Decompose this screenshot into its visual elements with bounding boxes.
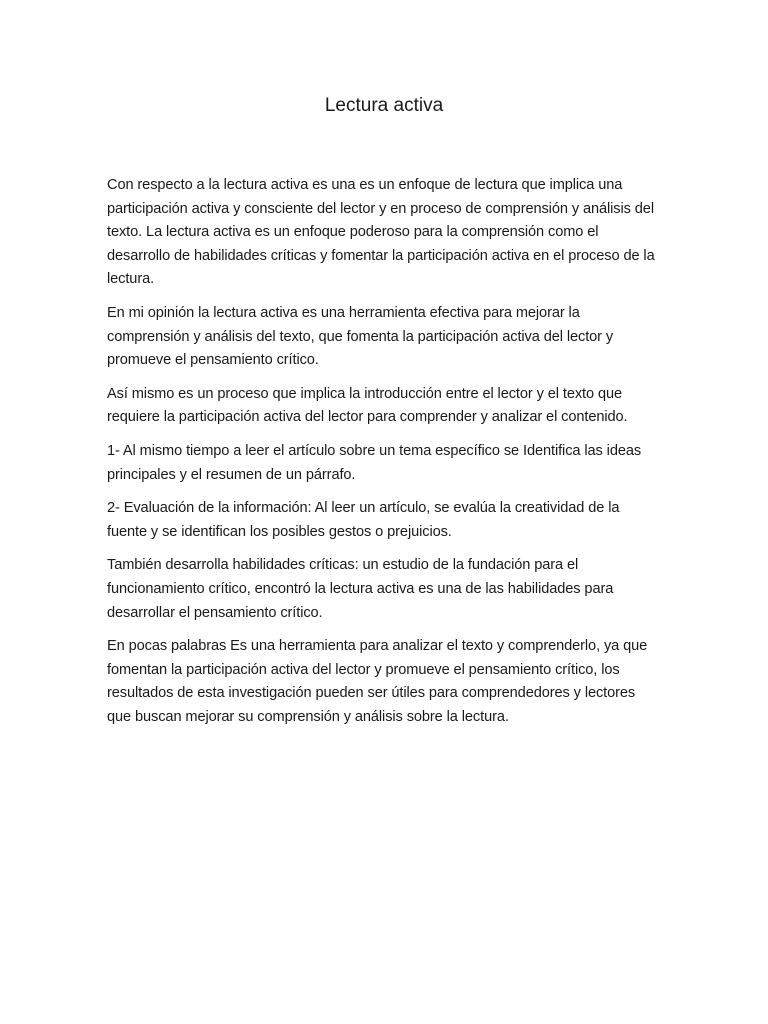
paragraph-1: Con respecto a la lectura activa es una es un enfoque de lectura que implica una participación activa y consciente del lector y en proceso de comprensión y análisis del texto. La lectura activa es un enfoque poderoso para la comprensión como el desarrollo de habilidades críticas y fomentar la participación activa en el proceso de la lectura. [107,177,655,288]
document-body [107,174,659,739]
paragraph-5: 2- Evaluación de la información: Al leer un artículo, se evalúa la creatividad de la fuente y se identifican los posibles gestos o prejuicios. [107,500,620,540]
paragraph-6: También desarrolla habilidades críticas: un estudio de la fundación para el funcionamiento crítico, encontró la lectura activa es una de las habilidades para desarrollar el pensamiento crítico. [107,557,614,621]
document-title: Lectura activa [324,95,444,116]
paragraph-4: 1- Al mismo tiempo a leer el artículo sobre un tema específico se Identifica las ideas principales y el resumen de un párrafo. [107,442,642,483]
paragraph-3: Así mismo es un proceso que implica la introducción entre el lector y el texto que requiere la participación activa del lector para comprender y analizar el contenido. [107,385,628,426]
paragraph-2: En mi opinión la lectura activa es una herramienta efectiva para mejorar la comprensión y análisis del texto, que fomenta la participación activa del lector y promueve el pensamiento crítico. [107,304,614,369]
paragraph-7: En pocas palabras Es una herramienta para analizar el texto y comprenderlo, ya que fomentan la participación activa del lector y promueve el pensamiento crítico, los resultados de esta investigación pueden ser útiles para comprendedores y lectores que buscan mejorar su comprensión y análisis sobre la lectura. [107,638,648,725]
